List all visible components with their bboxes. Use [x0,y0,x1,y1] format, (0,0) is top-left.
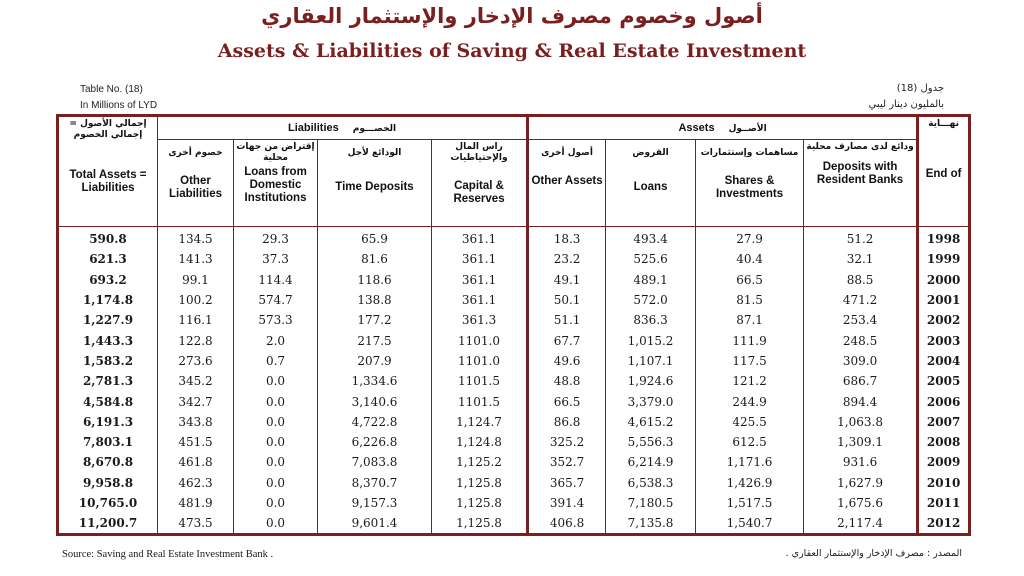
cell-other-assets: 23.2 [528,249,606,269]
table-row [58,412,970,432]
cell-deposits-resident-banks: 931.6 [804,452,918,472]
cell-capital-reserves: 1,125.8 [432,493,528,513]
col-header-time-deposits: الودائع لأجل Time Deposits [318,140,432,227]
cell-shares-investments: 81.5 [696,290,804,310]
cell-loans-domestic: 37.3 [234,249,318,269]
cell-shares-investments: 87.1 [696,310,804,330]
cell-capital-reserves: 1,124.8 [432,432,528,452]
cell-time-deposits: 138.8 [318,290,432,310]
cell-time-deposits: 7,083.8 [318,452,432,472]
cell-time-deposits: 4,722.8 [318,412,432,432]
table-row [58,330,970,350]
cell-other-assets: 66.5 [528,391,606,411]
cell-loans: 1,015.2 [606,330,696,350]
cell-year: 2008 [918,432,970,452]
cell-total-assets: 1,227.9 [58,310,158,330]
col-header-capital-reserves: راس المال والإحتياطيات Capital & Reserves [432,140,528,227]
cell-loans-domestic: 0.0 [234,371,318,391]
cell-shares-investments: 1,540.7 [696,513,804,535]
cell-other-liabilities: 134.5 [158,227,234,250]
cell-year: 2011 [918,493,970,513]
page-title-arabic: أصول وخصوم مصرف الإدخار والإستثمار العقاري [261,4,763,28]
cell-other-assets: 391.4 [528,493,606,513]
cell-loans: 7,135.8 [606,513,696,535]
table-number-ar: جدول (18) [896,83,944,94]
cell-capital-reserves: 361.3 [432,310,528,330]
cell-loans-domestic: 114.4 [234,270,318,290]
cell-capital-reserves: 361.1 [432,290,528,310]
table-row [58,513,970,535]
cell-capital-reserves: 361.1 [432,270,528,290]
cell-other-liabilities: 345.2 [158,371,234,391]
cell-deposits-resident-banks: 88.5 [804,270,918,290]
cell-time-deposits: 207.9 [318,351,432,371]
cell-other-liabilities: 116.1 [158,310,234,330]
cell-total-assets: 693.2 [58,270,158,290]
cell-shares-investments: 1,426.9 [696,473,804,493]
cell-deposits-resident-banks: 2,117.4 [804,513,918,535]
cell-total-assets: 1,443.3 [58,330,158,350]
cell-total-assets: 10,765.0 [58,493,158,513]
cell-loans: 1,924.6 [606,371,696,391]
cell-deposits-resident-banks: 894.4 [804,391,918,411]
table-row [58,493,970,513]
cell-loans-domestic: 0.0 [234,493,318,513]
cell-year: 2003 [918,330,970,350]
cell-other-assets: 18.3 [528,227,606,250]
cell-time-deposits: 65.9 [318,227,432,250]
col-header-total: إجمالي الأصول = إجمالي الخصوم Total Assets = Liabilities [58,116,158,227]
cell-loans: 7,180.5 [606,493,696,513]
cell-loans-domestic: 0.0 [234,412,318,432]
cell-other-liabilities: 462.3 [158,473,234,493]
cell-capital-reserves: 1101.0 [432,351,528,371]
table-row [58,290,970,310]
cell-other-liabilities: 461.8 [158,452,234,472]
cell-year: 2002 [918,310,970,330]
col-header-shares-investments: مساهمات وإستثمارات Shares & Investments [696,140,804,227]
cell-loans: 572.0 [606,290,696,310]
units-ar: بالمليون دينار ليبي [868,99,944,110]
cell-loans: 1,107.1 [606,351,696,371]
cell-year: 2010 [918,473,970,493]
cell-other-assets: 50.1 [528,290,606,310]
cell-time-deposits: 217.5 [318,330,432,350]
table-row [58,310,970,330]
table-body [58,227,970,535]
cell-loans: 836.3 [606,310,696,330]
cell-loans: 3,379.0 [606,391,696,411]
cell-capital-reserves: 1101.5 [432,371,528,391]
cell-other-assets: 352.7 [528,452,606,472]
cell-other-liabilities: 100.2 [158,290,234,310]
cell-deposits-resident-banks: 309.0 [804,351,918,371]
cell-deposits-resident-banks: 1,627.9 [804,473,918,493]
cell-other-assets: 49.6 [528,351,606,371]
table-row [58,391,970,411]
cell-loans: 5,556.3 [606,432,696,452]
cell-loans: 489.1 [606,270,696,290]
table-row [58,270,970,290]
cell-year: 2001 [918,290,970,310]
cell-deposits-resident-banks: 1,063.8 [804,412,918,432]
col-header-deposits-resident-banks: ودائع لدى مصارف محلية Deposits with Resident Banks [804,140,918,227]
cell-year: 2000 [918,270,970,290]
cell-shares-investments: 117.5 [696,351,804,371]
cell-total-assets: 621.3 [58,249,158,269]
cell-time-deposits: 9,601.4 [318,513,432,535]
cell-loans-domestic: 0.0 [234,391,318,411]
cell-other-assets: 49.1 [528,270,606,290]
cell-year: 2007 [918,412,970,432]
table-row [58,351,970,371]
cell-deposits-resident-banks: 248.5 [804,330,918,350]
units-en: In Millions of LYD [80,100,158,111]
cell-capital-reserves: 1101.5 [432,391,528,411]
col-header-other-liabilities: خصوم أخرى Other Liabilities [158,140,234,227]
cell-loans: 525.6 [606,249,696,269]
cell-deposits-resident-banks: 1,309.1 [804,432,918,452]
table-row [58,371,970,391]
cell-loans-domestic: 574.7 [234,290,318,310]
cell-deposits-resident-banks: 686.7 [804,371,918,391]
group-header-liabilities: Liabilities الخصـــوم [158,116,528,140]
cell-year: 2012 [918,513,970,535]
cell-deposits-resident-banks: 1,675.6 [804,493,918,513]
table-row [58,473,970,493]
cell-capital-reserves: 1,125.2 [432,452,528,472]
table-row [58,432,970,452]
cell-shares-investments: 66.5 [696,270,804,290]
cell-shares-investments: 1,517.5 [696,493,804,513]
cell-loans-domestic: 0.0 [234,473,318,493]
table-row [58,452,970,472]
cell-loans-domestic: 0.0 [234,513,318,535]
cell-loans-domestic: 0.0 [234,432,318,452]
cell-shares-investments: 425.5 [696,412,804,432]
cell-other-assets: 406.8 [528,513,606,535]
cell-deposits-resident-banks: 253.4 [804,310,918,330]
cell-loans: 4,615.2 [606,412,696,432]
cell-other-liabilities: 473.5 [158,513,234,535]
col-header-other-assets: أصول أخرى Other Assets [528,140,606,227]
source-note-en: Source: Saving and Real Estate Investment Bank . [62,549,274,560]
group-header-assets: Assets الأصــول [528,116,918,140]
cell-other-liabilities: 481.9 [158,493,234,513]
cell-total-assets: 11,200.7 [58,513,158,535]
col-header-loans: القروض Loans [606,140,696,227]
cell-time-deposits: 8,370.7 [318,473,432,493]
cell-time-deposits: 3,140.6 [318,391,432,411]
cell-time-deposits: 1,334.6 [318,371,432,391]
cell-total-assets: 6,191.3 [58,412,158,432]
cell-time-deposits: 81.6 [318,249,432,269]
cell-year: 2006 [918,391,970,411]
cell-shares-investments: 27.9 [696,227,804,250]
cell-time-deposits: 6,226.8 [318,432,432,452]
cell-other-liabilities: 122.8 [158,330,234,350]
cell-capital-reserves: 361.1 [432,227,528,250]
cell-year: 2004 [918,351,970,371]
cell-shares-investments: 40.4 [696,249,804,269]
cell-time-deposits: 9,157.3 [318,493,432,513]
cell-year: 2005 [918,371,970,391]
data-table-container [56,114,968,536]
table-row [58,249,970,269]
cell-other-liabilities: 99.1 [158,270,234,290]
cell-year: 1998 [918,227,970,250]
cell-deposits-resident-banks: 51.2 [804,227,918,250]
cell-other-assets: 325.2 [528,432,606,452]
cell-other-liabilities: 141.3 [158,249,234,269]
cell-total-assets: 7,803.1 [58,432,158,452]
cell-other-assets: 48.8 [528,371,606,391]
cell-year: 2009 [918,452,970,472]
cell-other-liabilities: 273.6 [158,351,234,371]
table-number-en: Table No. (18) [80,84,143,95]
cell-total-assets: 2,781.3 [58,371,158,391]
cell-other-assets: 67.7 [528,330,606,350]
cell-other-liabilities: 451.5 [158,432,234,452]
table-row [58,227,970,250]
cell-total-assets: 8,670.8 [58,452,158,472]
cell-total-assets: 1,174.8 [58,290,158,310]
cell-capital-reserves: 1101.0 [432,330,528,350]
col-header-end-of: نهـــاية End of [918,116,970,227]
col-header-loans-domestic: إقتراض من جهات محلية Loans from Domestic Institutions [234,140,318,227]
cell-loans-domestic: 0.0 [234,452,318,472]
cell-other-liabilities: 342.7 [158,391,234,411]
cell-total-assets: 9,958.8 [58,473,158,493]
cell-total-assets: 590.8 [58,227,158,250]
cell-loans: 493.4 [606,227,696,250]
cell-other-assets: 365.7 [528,473,606,493]
cell-shares-investments: 121.2 [696,371,804,391]
cell-other-assets: 86.8 [528,412,606,432]
cell-shares-investments: 244.9 [696,391,804,411]
cell-deposits-resident-banks: 471.2 [804,290,918,310]
cell-capital-reserves: 1,125.8 [432,513,528,535]
cell-total-assets: 1,583.2 [58,351,158,371]
cell-loans-domestic: 0.7 [234,351,318,371]
cell-time-deposits: 177.2 [318,310,432,330]
cell-loans-domestic: 2.0 [234,330,318,350]
assets-liabilities-table [56,114,971,536]
cell-year: 1999 [918,249,970,269]
cell-loans-domestic: 29.3 [234,227,318,250]
cell-shares-investments: 612.5 [696,432,804,452]
cell-other-liabilities: 343.8 [158,412,234,432]
cell-total-assets: 4,584.8 [58,391,158,411]
cell-loans-domestic: 573.3 [234,310,318,330]
cell-capital-reserves: 1,125.8 [432,473,528,493]
cell-shares-investments: 111.9 [696,330,804,350]
cell-other-assets: 51.1 [528,310,606,330]
cell-loans: 6,214.9 [606,452,696,472]
cell-shares-investments: 1,171.6 [696,452,804,472]
cell-deposits-resident-banks: 32.1 [804,249,918,269]
cell-capital-reserves: 1,124.7 [432,412,528,432]
cell-loans: 6,538.3 [606,473,696,493]
cell-capital-reserves: 361.1 [432,249,528,269]
cell-time-deposits: 118.6 [318,270,432,290]
source-note-ar: المصدر : مصرف الإدخار والإستثمار العقاري . [785,548,962,559]
page-title-english: Assets & Liabilities of Saving & Real Estate Investment [217,40,807,62]
